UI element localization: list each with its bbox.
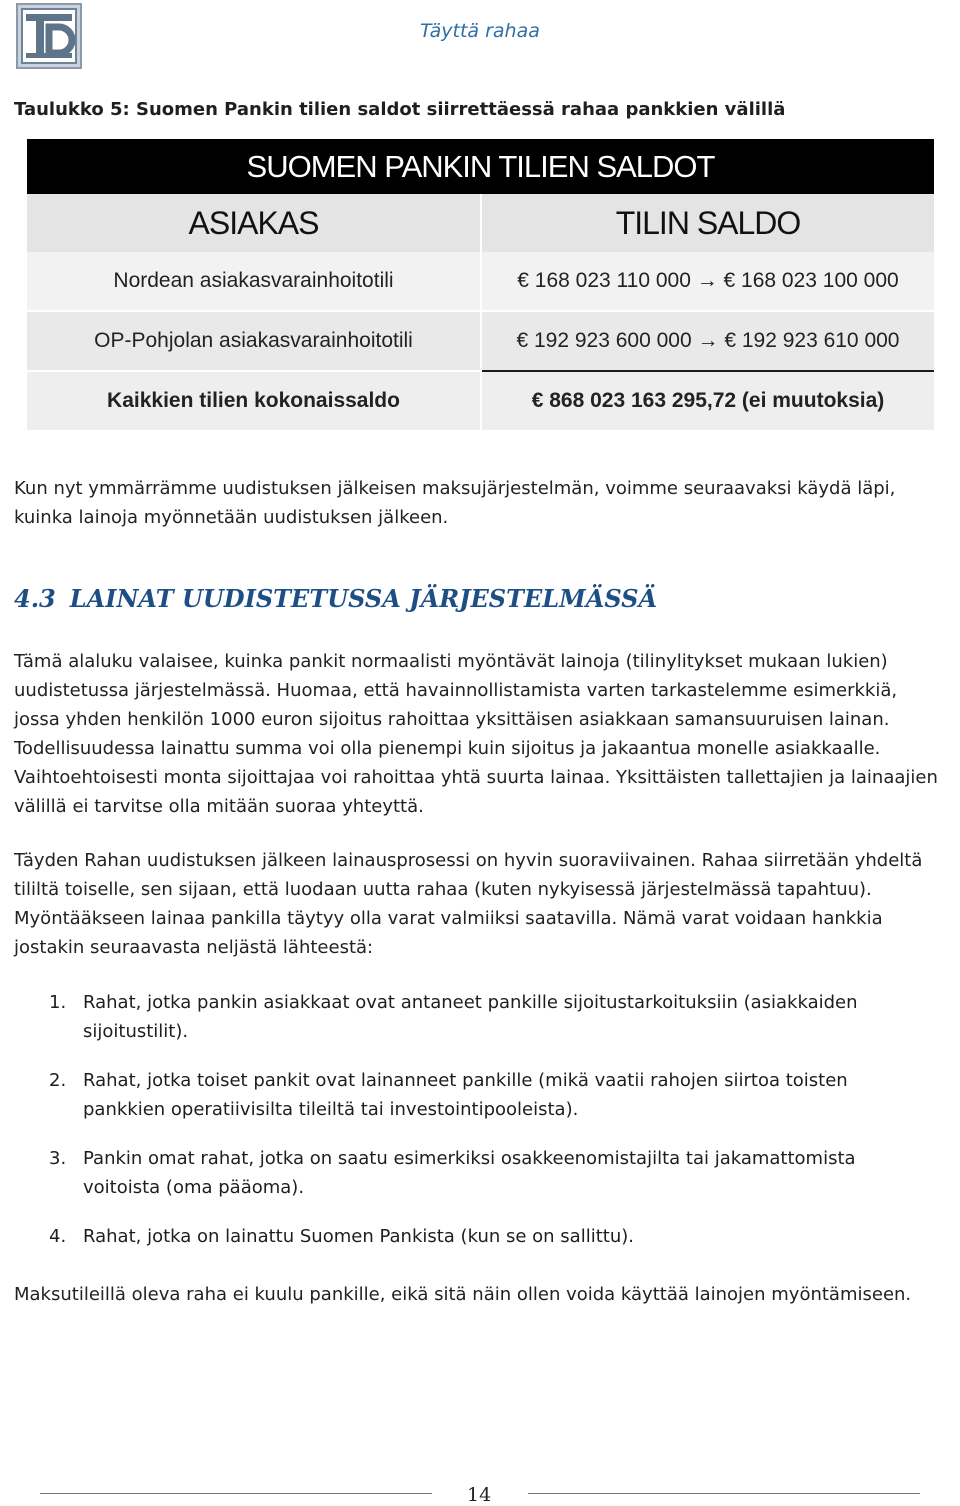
- list-item-number: 3.: [49, 1148, 67, 1169]
- account-cell: Kaikkien tilien kokonaissaldo: [27, 371, 481, 430]
- list-item-number: 1.: [49, 992, 67, 1013]
- body-paragraph-3: Maksutileillä oleva raha ei kuulu pankille, eikä sitä näin ollen voida käyttää lainojen myöntämiseen.: [14, 1284, 912, 1305]
- footer-rule-right: [528, 1493, 920, 1494]
- body-paragraph-2: Täyden Rahan uudistuksen jälkeen lainausprosessi on hyvin suoraviivainen. Rahaa siirretään yhdeltä tililtä toiselle, sen sijaan, että luodaan uutta rahaa (kuten nykyisessä järjestelmässä tapahtuu). Myöntääkseen lainaa pankilla täytyy olla varat valmiiksi saatavilla. Nämä varat voidaan hankkia jostakin seuraavasta neljästä lähteestä:: [14, 850, 923, 958]
- table-caption: Taulukko 5: Suomen Pankin tilien saldot siirrettäessä rahaa pankkien välillä: [14, 99, 786, 120]
- column-header-balance: TILIN SALDO: [481, 194, 934, 252]
- balance-cell: € 868 023 163 295,72 (ei muutoksia): [481, 371, 934, 430]
- page-number: 14: [467, 1484, 492, 1506]
- section-heading: [14, 584, 657, 613]
- list-item-number: 2.: [49, 1070, 67, 1091]
- list-item-text: Pankin omat rahat, jotka on saatu esimerkiksi osakkeenomistajilta tai jakamattomista voitoista (oma pääoma).: [83, 1148, 856, 1198]
- section-number: 4.3: [14, 584, 56, 613]
- balance-table: [27, 139, 934, 430]
- column-header-customer: ASIAKAS: [27, 194, 481, 252]
- table-title: SUOMEN PANKIN TILIEN SALDOT: [27, 139, 934, 194]
- td-logo: [16, 3, 82, 69]
- footer-rule-left: [40, 1493, 432, 1494]
- section-title: LAINAT UUDISTETUSSA JÄRJESTELMÄSSÄ: [69, 584, 658, 613]
- table-row: [27, 371, 934, 430]
- balance-cell: € 168 023 110 000 → € 168 023 100 000: [481, 252, 934, 311]
- list-item-text: Rahat, jotka pankin asiakkaat ovat antaneet pankille sijoitustarkoituksiin (asiakkaiden sijoitustilit).: [83, 992, 858, 1042]
- account-cell: OP-Pohjolan asiakasvarainhoitotili: [27, 311, 481, 371]
- header-title: Täyttä rahaa: [420, 20, 540, 42]
- account-cell: Nordean asiakasvarainhoitotili: [27, 252, 481, 311]
- balance-cell: € 192 923 600 000 → € 192 923 610 000: [481, 311, 934, 371]
- table-row: [27, 311, 934, 371]
- list-item-text: Rahat, jotka on lainattu Suomen Pankista (kun se on sallittu).: [83, 1226, 634, 1247]
- intro-paragraph: Kun nyt ymmärrämme uudistuksen jälkeisen maksujärjestelmän, voimme seuraavaksi käydä läpi, kuinka lainoja myönnetään uudistuksen jälkeen.: [14, 478, 896, 528]
- list-item-text: Rahat, jotka toiset pankit ovat lainanneet pankille (mikä vaatii rahojen siirtoa toisten pankkien operatiivisilta tileiltä tai investointipooleista).: [83, 1070, 848, 1120]
- body-paragraph-1: Tämä alaluku valaisee, kuinka pankit normaalisti myöntävät lainoja (tilinylitykset mukaan lukien) uudistetussa järjestelmässä. Huomaa, että havainnollistamista varten tarkastelemme esimerkkiä, jossa yhden henkilön 1000 euron sijoitus rahoittaa yksittäisen asiakkaan samansuuruisen lainan. Todellisuudessa lainattu summa voi olla pienempi kuin sijoitus ja jakaantua monelle asiakkaalle. Vaihtoehtoisesti monta sijoittajaa voi rahoittaa yhtä suurta lainaa. Yksittäisten tallettajien ja lainaajien välillä ei tarvitse olla mitään suoraa yhteyttä.: [14, 651, 938, 817]
- list-item-number: 4.: [49, 1226, 67, 1247]
- table-row: [27, 252, 934, 311]
